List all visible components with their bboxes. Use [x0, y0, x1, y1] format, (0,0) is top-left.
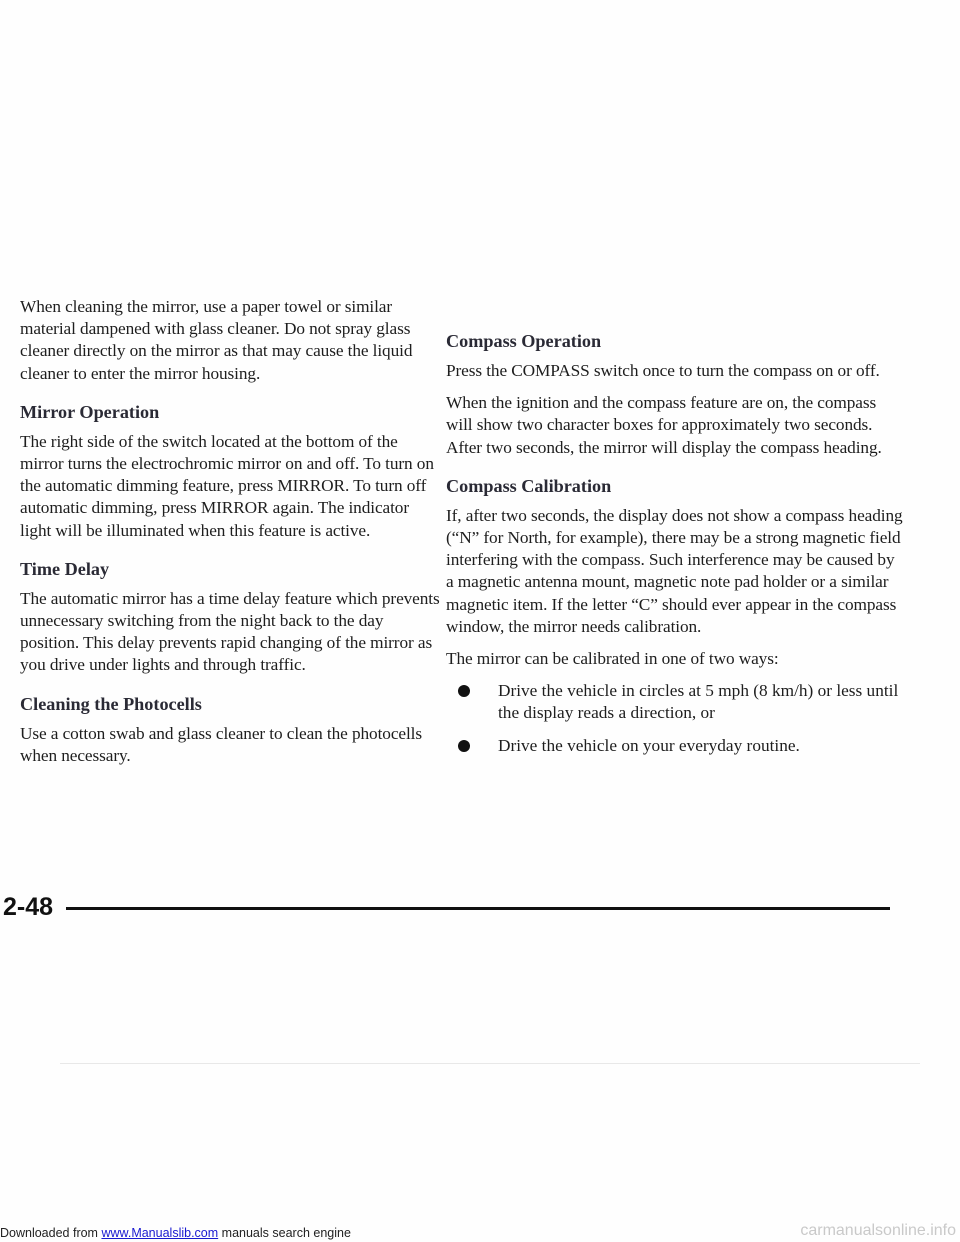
- compass-display-paragraph: When the ignition and the compass feature are on, the compass will show two character boxes for approximately two seconds. After two seconds, the mirror will display the compass heading.: [446, 393, 882, 457]
- bullet-text: Drive the vehicle in circles at 5 mph (8 km/h) or less until the display reads a direction, or: [498, 681, 899, 723]
- mirror-operation-heading: Mirror Operation: [20, 401, 160, 422]
- download-footer: [0, 1226, 351, 1240]
- downloaded-from-text: Downloaded from: [0, 1226, 98, 1240]
- right-column: [446, 296, 906, 757]
- left-column: [20, 296, 440, 767]
- cleaning-photocells-paragraph: Use a cotton swab and glass cleaner to clean the photocells when necessary.: [20, 723, 422, 765]
- time-delay-heading: Time Delay: [20, 558, 110, 579]
- calibration-bullet-list: [446, 680, 906, 757]
- time-delay-paragraph: The automatic mirror has a time delay feature which prevents unnecessary switching from the night back to the day position. This delay prevents rapid changing of the mirror as you drive under lights and through traffic.: [20, 588, 440, 675]
- list-item: [446, 735, 906, 757]
- compass-operation-heading: Compass Operation: [446, 331, 602, 351]
- compass-calibration-heading: Compass Calibration: [446, 475, 612, 496]
- page-number: 2-48: [3, 893, 54, 921]
- manualslib-link[interactable]: www.Manualslib.com: [101, 1226, 219, 1240]
- list-item: [446, 680, 906, 724]
- footer-divider: [66, 907, 890, 910]
- calibration-ways-paragraph: The mirror can be calibrated in one of two ways:: [446, 649, 779, 669]
- bullet-icon: [458, 685, 470, 697]
- mirror-operation-paragraph: The right side of the switch located at the bottom of the mirror turns the electrochromic mirror on and off. To turn on the automatic dimming feature, press MIRROR. To turn off automatic dimming, press MIRROR again. The indicator light will be illuminated when this feature is active.: [20, 431, 434, 540]
- bullet-text: Drive the vehicle on your everyday routine.: [498, 735, 800, 755]
- watermark: carmanualsonline.info: [800, 1222, 956, 1239]
- compass-calibration-paragraph: If, after two seconds, the display does not show a compass heading (“N” for North, for example), there may be a strong magnetic field interfering with the compass. Such interference may be caused by a magnetic antenna mount, magnetic note pad holder or a similar magnetic item. If the letter “C” should ever appear in the compass window, the mirror needs calibration.: [446, 505, 903, 636]
- bullet-icon: [458, 740, 470, 752]
- cleaning-photocells-heading: Cleaning the Photocells: [20, 693, 202, 714]
- compass-operation-paragraph: Press the COMPASS switch once to turn the compass on or off.: [446, 361, 880, 380]
- intro-paragraph: When cleaning the mirror, use a paper towel or similar material dampened with glass cleaner. Do not spray glass cleaner directly on the mirror as that may cause the liquid cleaner to enter the mirror housing.: [20, 297, 413, 383]
- faint-divider: [60, 1063, 920, 1064]
- search-engine-text: manuals search engine: [221, 1226, 351, 1240]
